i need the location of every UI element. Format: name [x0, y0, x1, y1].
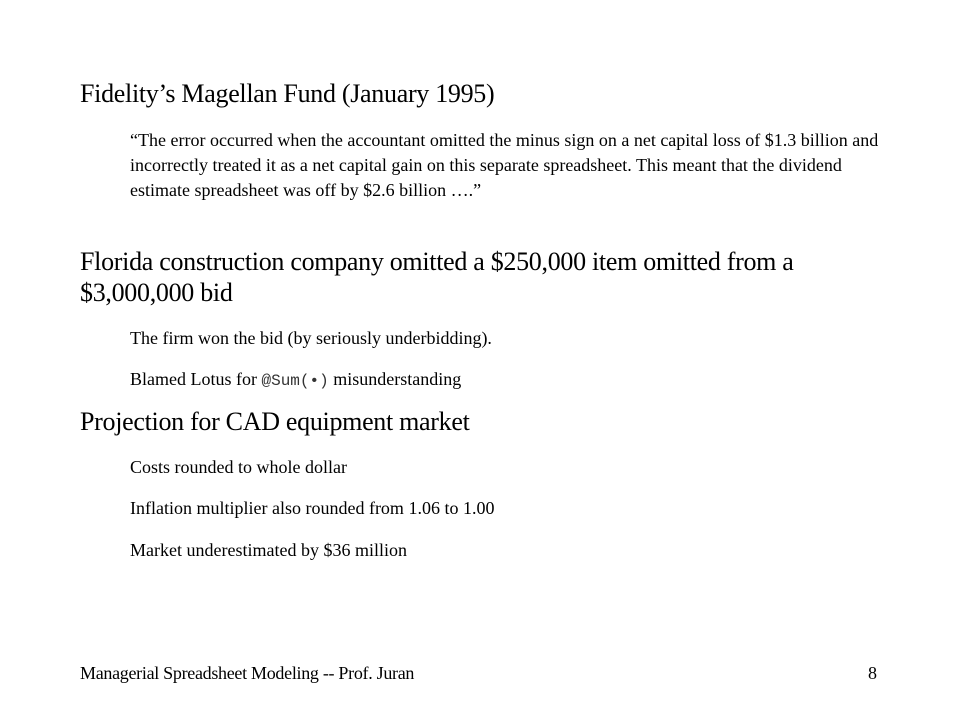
bullet-costs-rounded: Costs rounded to whole dollar — [130, 457, 347, 477]
section-heading-magellan: Fidelity’s Magellan Fund (January 1995) — [80, 79, 495, 108]
bullet-firm-won-bid: The firm won the bid (by seriously underbidding). — [130, 328, 492, 348]
bullet-blamed-lotus-prefix: Blamed Lotus for — [130, 369, 257, 389]
section-heading-florida-bid: Florida construction company omitted a $250,000 item omitted from a $3,000,000 bid — [80, 247, 794, 307]
sum-function-code: @Sum(•) — [261, 372, 329, 390]
bullet-inflation-multiplier: Inflation multiplier also rounded from 1.06 to 1.00 — [130, 498, 495, 518]
bullet-blamed-lotus-suffix: misunderstanding — [333, 369, 462, 389]
footer-course-title: Managerial Spreadsheet Modeling -- Prof. Juran — [80, 663, 415, 683]
page-number: 8 — [868, 663, 877, 683]
quote-magellan-error: “The error occurred when the accountant omitted the minus sign on a net capital loss of $1.3 billion and incorrectly treated it as a net capital gain on this separate spreadsheet. This meant that the dividend estimate spreadsheet was off by $2.6 billion ….” — [130, 130, 879, 200]
bullet-blamed-lotus — [130, 367, 880, 394]
bullet-market-underestimated: Market underestimated by $36 million — [130, 540, 407, 560]
section-heading-cad-projection: Projection for CAD equipment market — [80, 407, 470, 436]
